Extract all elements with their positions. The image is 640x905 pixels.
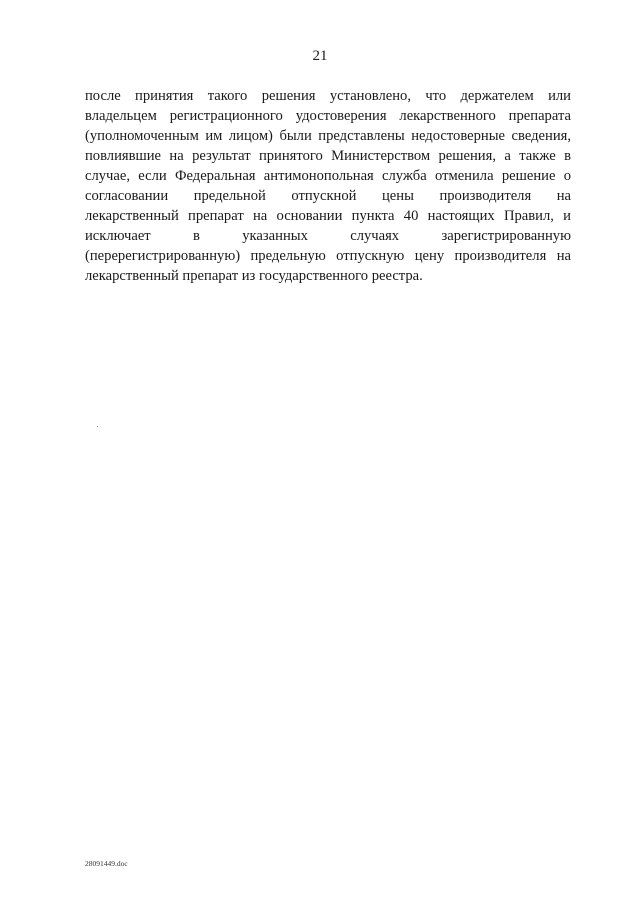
text-line: лекарственный препарат на основании пункта 40 настоящих Правил, и [85,208,571,224]
text-line: (перерегистрированную) предельную отпускную цену производителя на [85,248,571,264]
text-line: (уполномоченным им лицом) были представлены недостоверные сведения, [85,128,571,144]
text-line-last: лекарственный препарат из государственного реестра. [85,268,423,284]
text-line: случае, если Федеральная антимонопольная служба отменила решение о [85,168,571,184]
text-line: исключает в указанных случаях зарегистрированную [85,228,571,244]
footer-filename: 28091449.doc [85,859,128,868]
page-number: 21 [312,48,328,64]
body-paragraph [85,86,571,286]
text-line: повлиявшие на результат принятого Министерством решения, а также в [85,148,571,164]
scan-speck [97,426,98,427]
text-line: владельцем регистрационного удостоверения лекарственного препарата [85,108,571,124]
text-line: согласовании предельной отпускной цены производителя на [85,188,571,204]
text-line: после принятия такого решения установлено, что держателем или [85,88,571,104]
